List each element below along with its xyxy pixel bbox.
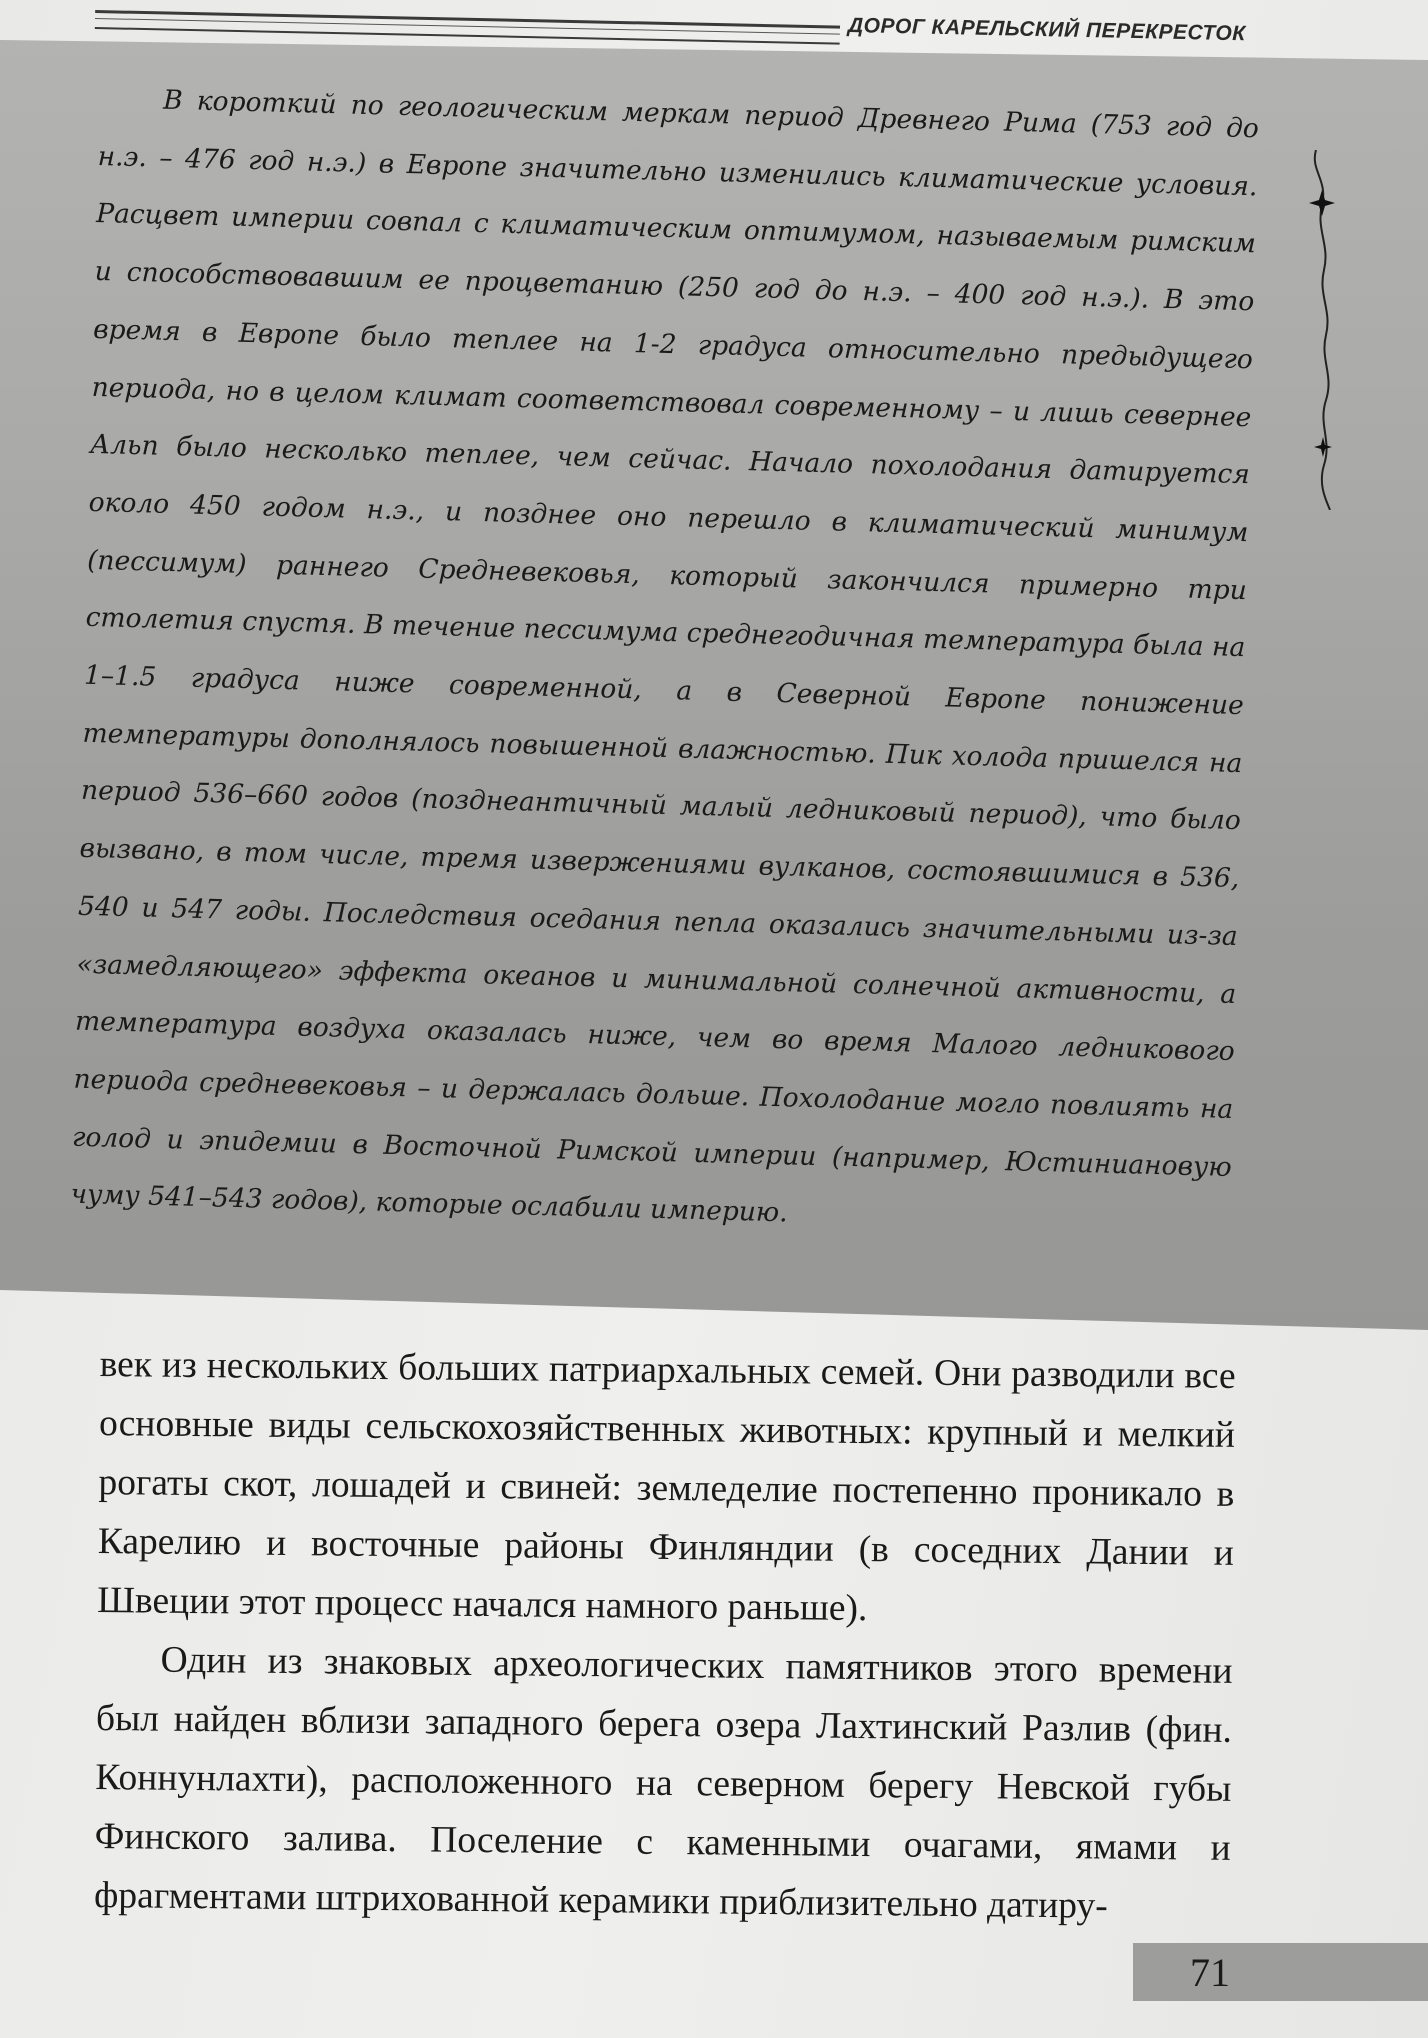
header-rule-inner — [95, 18, 840, 35]
body-paragraph-2: Один из знаковых археологических памятников этого времени был найден вблизи западного берега озера Лахтинский Разлив (фин. Коннунлахти), расположенного на северном берегу Невской губы Финского залива. Поселение с каменными очагами, ямами и фрагментами штрихованной керамики приблизительно датиру- — [93, 1639, 1233, 1927]
running-title: ДОРОГ КАРЕЛЬСКИЙ ПЕРЕКРЕСТОК — [847, 14, 1246, 46]
header-double-rule — [95, 10, 840, 45]
page-number: 71 — [1190, 1950, 1230, 1995]
main-text — [94, 1335, 1236, 1937]
page-number-band — [1133, 1943, 1428, 2001]
sidebar-text: В короткий по геологическим меркам период Древнего Рима (753 год до н.э. – 476 год н.э.) в Европе значительно изменились климатические условия. Расцвет империи совпал с климатическим оптимумом, называемым римским и способствовавшим ее процветанию (250 год до н.э. – 400 год н.э.). В это время в Европе было теплее на 1-2 градуса относительно предыдущего периода, но в целом климат соответствовал современному – и лишь севернее Альп было несколько теплее, чем сейчас. Начало похолодания датируется около 450 годом н.э., и позднее оно перешло в климатический минимум (пессимум) раннего Средневековья, который закончился примерно три столетия спустя. В течение пессимума среднегодичная температура была на 1–1.5 градуса ниже современной, а в Северной Европе понижение температуры дополнялось повышенной влажностью. Пик холода пришелся на период 536–660 годов (позднеантичный малый ледниковый период), что было вызвано, в том числе, тремя извержениями вулканов, состоявшимися в 536, 540 и 547 годы. Последствия оседания пепла оказались значительными из-за «замедляющего» эффекта океанов и минимальной солнечной активности, а температура воздуха оказалась ниже, чем во время Малого ледникового периода средневековья – и держалась дольше. Похолодание могло повлиять на голод и эпидемии в Восточной Римской империи (например, Юстиниановую чуму 541–543 годов), которые ослабили империю. — [70, 84, 1260, 1229]
body-paragraph-1: век из нескольких больших патриархальных семей. Они разводили все основные виды сельскохозяйственных животных: крупный и мелкий рогаты скот, лошадей и свиней: земледелие постепенно проникало в Карелию и восточные районы Финляндии (в соседних Дании и Швеции этот процесс начался намного раньше). — [97, 1343, 1236, 1630]
wavy-star-ornament-icon — [1302, 150, 1342, 510]
